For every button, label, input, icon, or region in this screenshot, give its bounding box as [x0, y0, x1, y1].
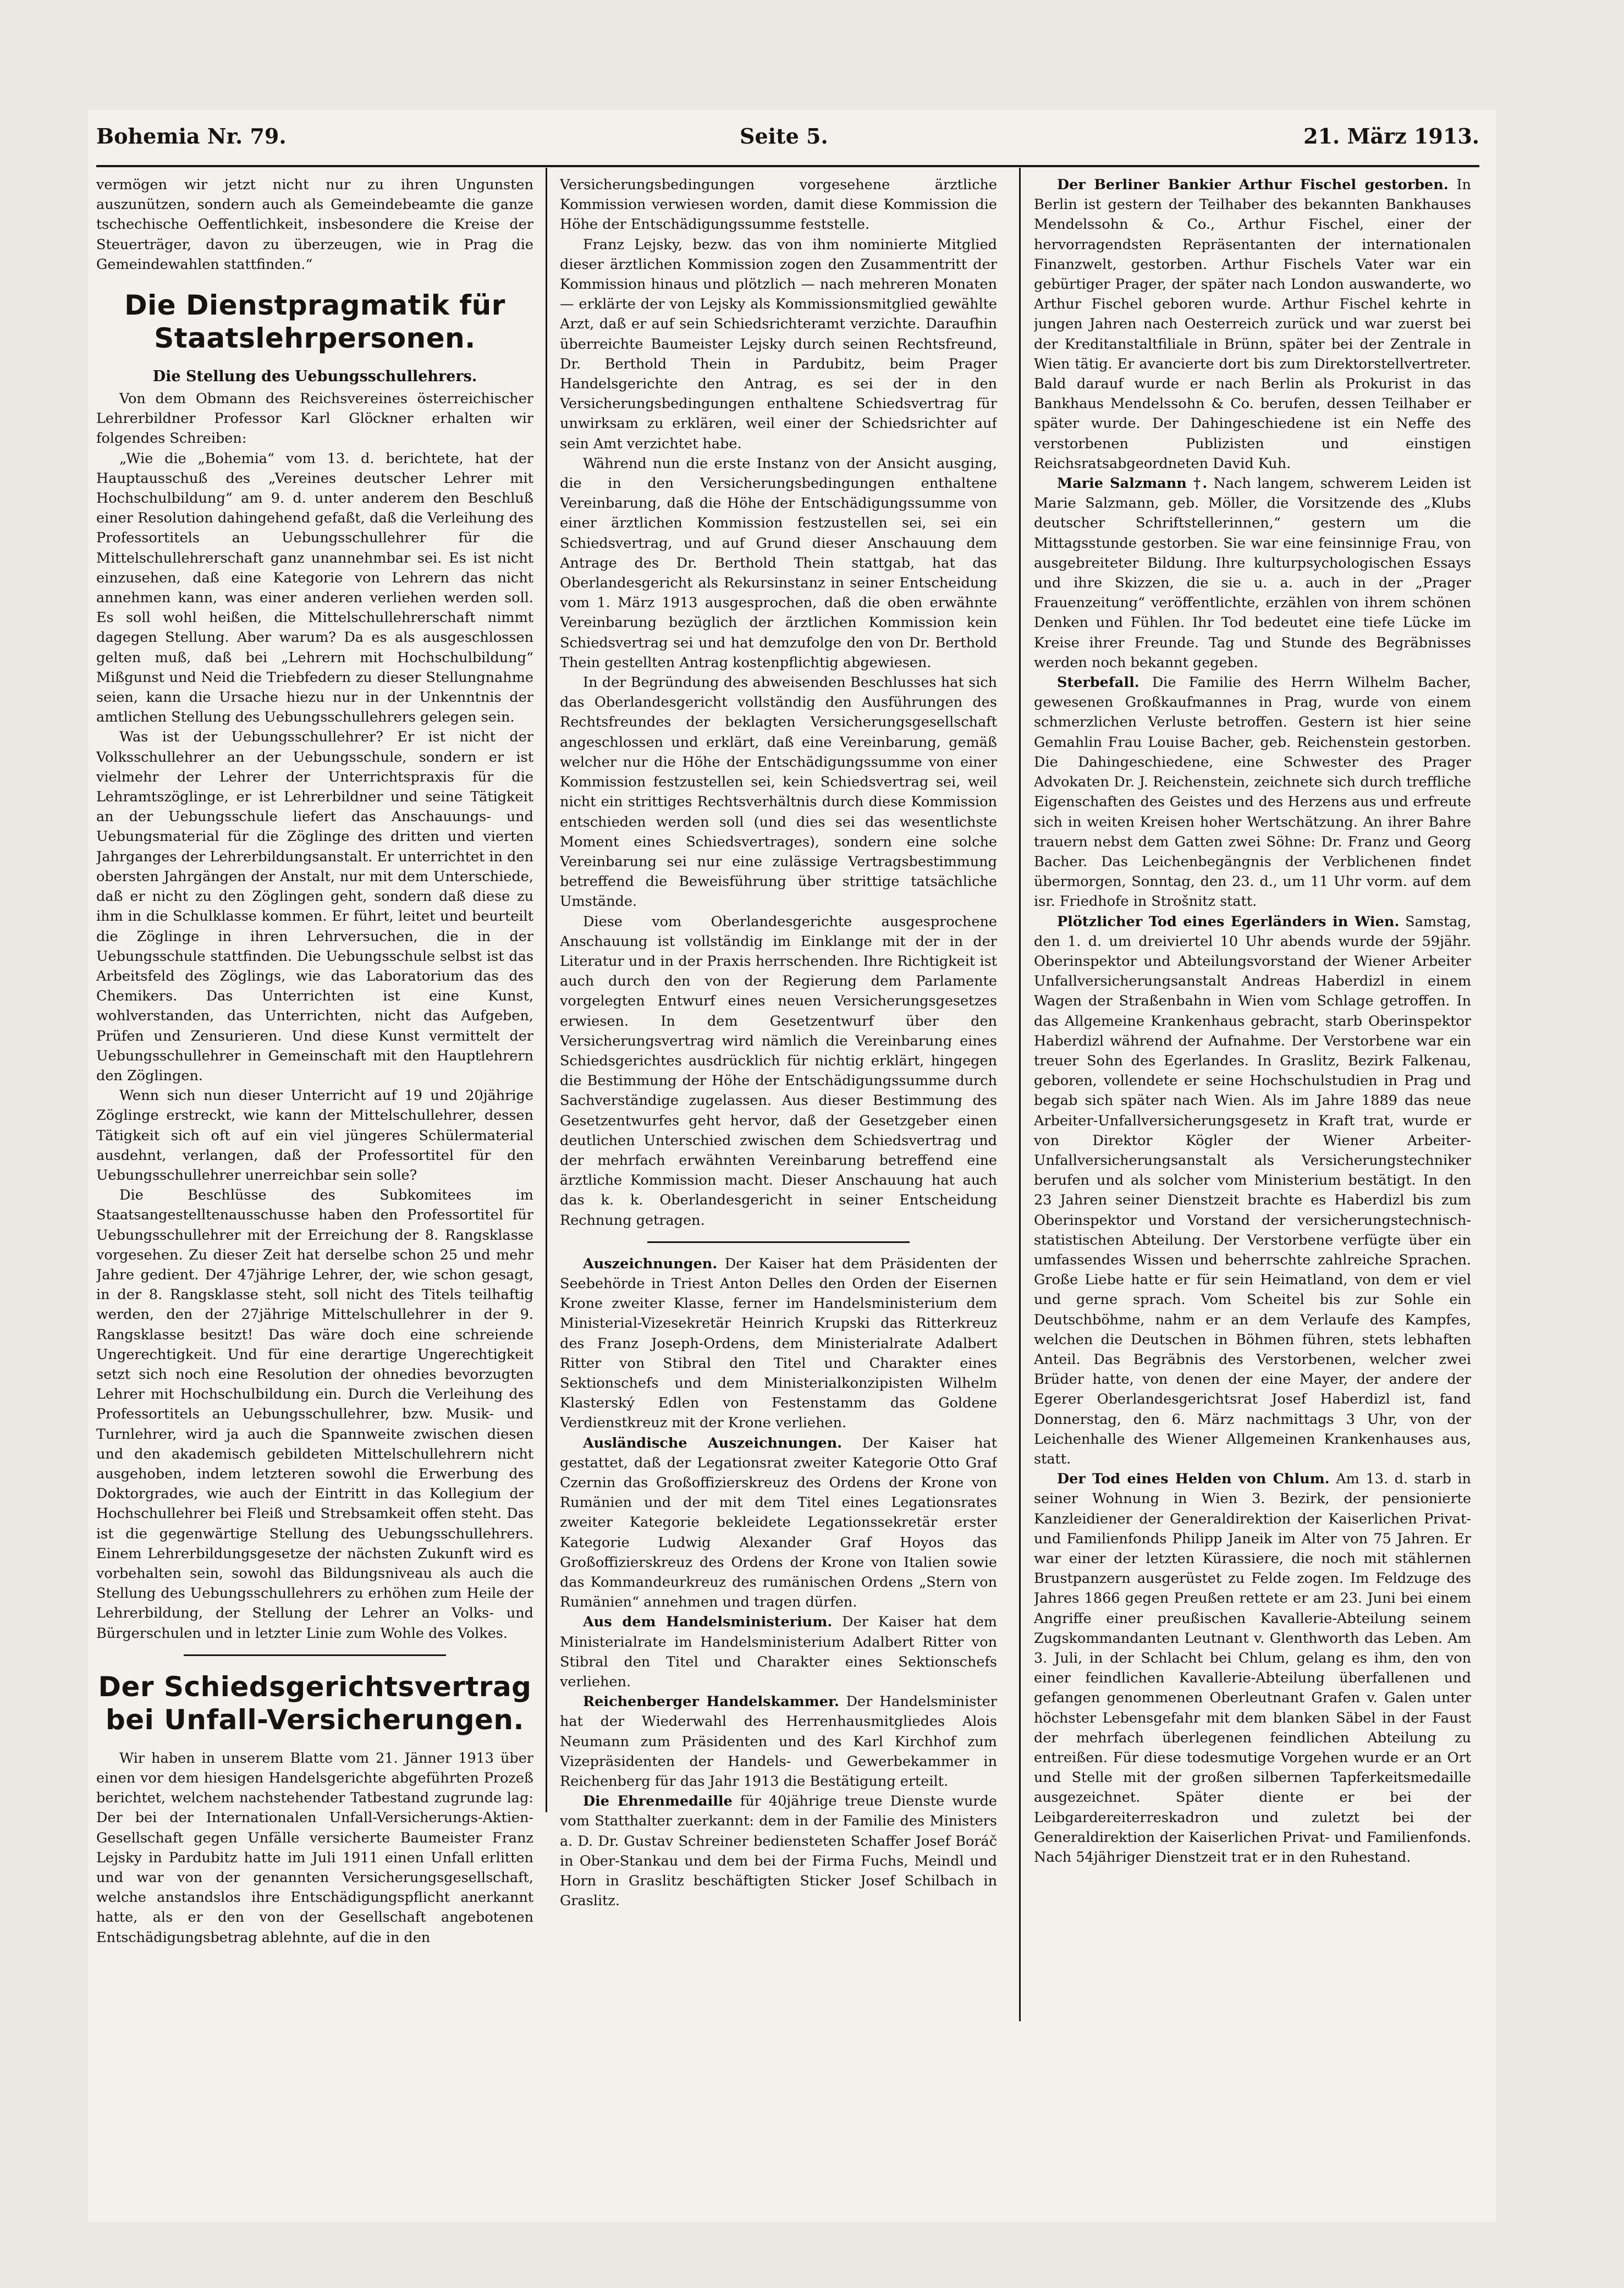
news-item-title: Aus dem Handelsministerium.: [583, 1614, 833, 1631]
paragraph: Was ist der Uebungsschullehrer? Er ist nicht der Volksschullehrer an der Uebungsschule, sondern er ist vielmehr der Lehrer der Unterrichtspraxis für die Lehramtszöglinge, er ist Lehrerbildner und seine Tätigkeit an der Uebungsschule liefert das Anschauungs- und Uebungsmaterial für die Zöglinge des dritten und vierten Jahrganges der Lehrerbildungsanstalt. Er unterrichtet in den obersten Jahrgängen der Anstalt, nur mit dem Unterschiede, daß er nicht zu den Zöglingen geht, sondern daß diese zu ihm in die Schulklasse kommen. Er führt, leitet und beurteilt die Zöglinge in ihren Lehrversuchen, die in der Uebungsschule stattfinden. Die Uebungsschule selbst ist das Arbeitsfeld des Zöglings, wie das Laboratorium das des Chemikers. Das Unterrichten ist eine Kunst, wohlverstanden, das Unterrichten, nicht das Aufgeben, Prüfen und Zensurieren. Und diese Kunst vermittelt der Uebungsschullehrer in Gemeinschaft mit den Hauptlehrern den Zöglingen.: [96, 729, 533, 1084]
news-item: [1034, 673, 1471, 911]
news-item: [560, 1254, 997, 1433]
paragraph: Diese vom Oberlandesgerichte ausgesprochene Anschauung ist vollständig im Einklange mit der in der Literatur und in der Praxis herrschenden. Ihre Richtigkeit ist auch durch den von der Regierung dem Parlamente vorgelegten Entwurf eines neuen Versicherungsgesetzes erwiesen. In dem Gesetzentwurf über den Versicherungsvertrag wird nämlich die Vereinbarung eines Schiedsgerichtes ausdrücklich für nichtig erklärt, hingegen die Bestimmung der Höhe der Entschädigungssumme durch Sachverständige zugelassen. Aus dieser Bestimmung des Gesetzentwurfes geht hervor, daß der Gesetzgeber einen deutlichen Unterschied zwischen dem Schiedsvertrag und der mehrfach erwähnten Vereinbarung betreffend eine ärztliche Kommission macht. Dieser Anschauung hat auch das k. k. Oberlandesgericht in seiner Entscheidung Rechnung getragen.: [560, 913, 997, 1229]
paragraph: In der Begründung des abweisenden Beschlusses hat sich das Oberlandesgericht vollständig den Ausführungen des Rechtsfreundes der beklagten Versicherungsgesellschaft angeschlossen und erklärt, daß eine Vereinbarung, gemäß welcher nur die Höhe der Entschädigungssumme von einer Kommission festzustellen sei, kein Schiedsvertrag sei, weil nicht ein strittiges Rechtsverhältnis durch diese Kommission entschieden werden soll (und dies sei das wesentlichste Moment eines Schiedsvertrages), sondern eine solche Vereinbarung sei nur eine zulässige Vertragsbestimmung betreffend die Beweisführung über strittige tatsächliche Umstände.: [560, 674, 997, 910]
paragraph: Die Beschlüsse des Subkomitees im Staatsangestelltenausschusse haben den Professortitel für Uebungsschullehrer mit der Erreichung der 8. Rangsklasse vorgesehen. Zu dieser Zeit hat derselbe schon 25 und mehr Jahre gedient. Der 47jährige Lehrer, der, wie schon gesagt, in der 8. Rangsklasse steht, soll nicht des Titels teilhaftig werden, den der 27jährige Mittelschullehrer in der 9. Rangsklasse besitzt! Das wäre doch eine schreiende Ungerechtigkeit. Und für eine derartige Ungerechtigkeit setzt sich noch eine Resolution der ohnedies bevorzugten Lehrer mit Hochschulbildung ein. Durch die Verleihung des Professortitels an Uebungsschullehrer, bzw. Musik- und Turnlehrer, wird ja auch die Spannweite zwischen diesen und den akademisch gebildeten Mittelschullehrern nicht ausgehoben, indem letzteren sowohl die Erwerbung des Doktorgrades, wie auch der Eintritt in das Kollegium der Hochschullehrer bei Fleiß und Strebsamkeit offen steht. Das ist die gegenwärtige Stellung des Uebungsschullehrers. Einem Lehrerbildungsgesetze der nächsten Zukunft wird es vorbehalten sein, sowohl das Bildungsniveau als auch die Stellung des Uebungsschullehrers zu erhöhen zum Heile der Lehrerbildung, der Stellung der Lehrer an Volks- und Bürgerschulen und in letzter Linie zum Wohle des Volkes.: [96, 1187, 533, 1642]
header-page-number: Seite 5.: [740, 124, 828, 148]
paragraph: Franz Lejsky, bezw. das von ihm nominierte Mitglied dieser ärztlichen Kommission zogen den Zusammentritt der Kommission hinaus und plötzlich — nach mehreren Monaten — erklärte der von Lejsky als Kommissionsmitglied gewählte Arzt, daß er auf sein Schiedsrichteramt verzichte. Daraufhin überreichte Baumeister Lejsky durch seinen Rechtsfreund, Dr. Berthold Thein in Pardubitz, beim Prager Handelsgerichte den Antrag, es sei der in den Versicherungsbedingungen enthaltene Schiedsvertrag für unwirksam zu erklären, weil einer der Schiedsrichter auf sein Amt verzichtet habe.: [560, 236, 997, 452]
header-date: 21. März 1913.: [1303, 124, 1479, 148]
column-3: [1034, 175, 1471, 2155]
headline-schiedsgerichtsvertrag: Der Schiedsgerichtsvertrag bei Unfall-Versicherungen.: [98, 1670, 532, 1736]
header-rule: [96, 165, 1479, 167]
page-header: [96, 124, 1479, 157]
news-item: [1034, 912, 1471, 1470]
news-item-title: Der Berliner Bankier Arthur Fischel gestorben.: [1057, 177, 1449, 193]
news-item: [560, 1612, 997, 1692]
paragraph: Von dem Obmann des Reichsvereines österreichischer Lehrerbildner Professor Karl Glöckner erhalten wir folgendes Schreiben:: [96, 391, 533, 447]
news-item-title: Der Tod eines Helden von Chlum.: [1057, 1471, 1330, 1488]
column-2: [560, 175, 997, 2155]
news-item-title: Ausländische Auszeichnungen.: [583, 1434, 843, 1451]
header-publication: Bohemia Nr. 79.: [96, 124, 287, 148]
article-separator: [184, 1654, 446, 1656]
news-item-title: Die Ehrenmedaille: [583, 1793, 733, 1810]
news-item-body: Der Kaiser hat dem Präsidenten der Seebehörde in Triest Anton Delles den Orden der Eisernen Krone zweiter Klasse, ferner im Handelsministerium dem Ministerial-Vizesekretär Heinrich Krupski das Ritterkreuz des Franz Joseph-Ordens, dem Ministerialrate Adalbert Ritter von Stibral den Titel und Charakter eines Sektionschefs und dem Ministerialkonzipisten Wilhelm Klasterský Edlen von Festenstamm das Goldene Verdienstkreuz mit der Krone verliehen.: [560, 1255, 997, 1432]
paragraph: Versicherungsbedingungen vorgesehene ärztliche Kommission verwiesen worden, damit diese Kommission die Höhe der Entschädigungssumme feststelle.: [560, 177, 997, 233]
news-item-title: Plötzlicher Tod eines Egerländers in Wien.: [1057, 913, 1400, 930]
paragraph: Wir haben in unserem Blatte vom 21. Jänner 1913 über einen vor dem hiesigen Handelsgerichte abgeführten Prozeß berichtet, welchem nachstehender Tatbestand zugrunde lag: Der bei der Internationalen Unfall-Versicherungs-Aktien-Gesellschaft gegen Unfälle versicherte Baumeister Franz Lejsky in Pardubitz hatte im Juli 1911 einen Unfall erlitten und war von der genannten Versicherungsgesellschaft, welche anstandslos ihre Entschädigungspflicht anerkannt hatte, als er den von der Gesellschaft angebotenen Entschädigungsbetrag ablehnte, auf die in den: [96, 1750, 533, 1946]
news-item-body: Der Handelsminister hat der Wiederwahl des Herrenhausmitgliedes Alois Neumann zum Präsidenten und des Karl Kirchhof zum Vizepräsidenten der Handels- und Gewerbekammer in Reichenberg für das Jahr 1913 die Bestätigung erteilt.: [560, 1693, 997, 1790]
paragraph: Wenn sich nun dieser Unterricht auf 19 und 20jährige Zöglinge erstreckt, wie kann der Mittelschullehrer, dessen Tätigkeit sich oft auf ein viel jüngeres Schülermaterial ausdehnt, verlangen, daß der Professortitel für den Uebungsschullehrer unerreichbar sein solle?: [96, 1087, 533, 1184]
paragraph: Während nun die erste Instanz von der Ansicht ausging, die in den Versicherungsbedingungen enthaltene Vereinbarung, daß die Höhe der Entschädigungssumme von einer ärztlichen Kommission festzustellen sei, sei ein Schiedsvertrag, und auf Grund dieser Anschauung dem Antrage des Dr. Berthold Thein stattgab, hat das Oberlandesgericht als Rekursinstanz in seiner Entscheidung vom 1. März 1913 ausgesprochen, daß die oben erwähnte Vereinbarung bezüglich der ärztlichen Kommission kein Schiedsvertrag sei und hat demzufolge den von Dr. Berthold Thein gestellten Antrag kostenpflichtig abgewiesen.: [560, 455, 997, 671]
news-item: [1034, 474, 1471, 673]
news-item: [560, 1791, 997, 1911]
news-item-body: Am 13. d. starb in seiner Wohnung in Wien 3. Bezirk, der pensionierte Kanzleidiener der Generaldirektion der Kaiserlichen Privat- und Familienfonds Philipp Janeik im Alter von 75 Jahren. Er war einer der letzten Kürassiere, die noch mit stählernen Brustpanzern ausgerüstet zu Felde zogen. Im Feldzuge des Jahres 1866 gegen Preußen rettete er am 23. Juni bei einem Angriffe einer preußischen Kavallerie-Abteilung seinem Zugskommandanten Leutnant v. Glenthworth das Leben. Am 3. Juli, in der Schlacht bei Chlum, gelang es ihm, den von einer feindlichen Kavallerie-Abteilung überfallenen und gefangen genommenen Oberleutnant Grafen v. Galen unter höchster Lebensgefahr mit dem blanken Säbel in der Faust der mehrfach überlegenen feindlichen Abteilung zu entreißen. Für diese todesmutige Vorgehen wurde er an Ort und Stelle mit der großen silbernen Tapferkeitsmedaille ausgezeichnet. Später diente er bei der Leibgardereiterreskadron und zuletzt bei der Generaldirektion der Kaiserlichen Privat- und Familienfonds. Nach 54jähriger Dienstzeit trat er in den Ruhestand.: [1034, 1471, 1471, 1866]
news-item-body: Der Kaiser hat gestattet, daß der Legationsrat zweiter Kategorie Otto Graf Czernin das Großoffizierskreuz des Ordens der Krone von Rumänien und der mit dem Titel eines Legationsrates zweiter Kategorie bekleidete Legationssekretär erster Kategorie Ludwig Alexander Graf Hoyos das Großoffizierskreuz des Ordens der Krone von Italien sowie das Kommandeurkreuz des rumänischen Ordens „Stern von Rumänien“ annehmen und tragen dürfen.: [560, 1434, 997, 1611]
column-1: [96, 175, 533, 2155]
news-item: [560, 1692, 997, 1791]
news-item-body: Die Familie des Herrn Wilhelm Bacher, gewesenen Großkaufmannes in Prag, wurde von einem schmerzlichen Verluste betroffen. Gestern ist hier seine Gemahlin Frau Louise Bacher, geb. Reichenstein gestorben. Die Dahingeschiedene, eine Schwester des Prager Advokaten Dr. J. Reichenstein, zeichnete sich durch treffliche Eigenschaften des Geistes und des Herzens aus und erfreute sich in weiten Kreisen hoher Wertschätzung. An ihrer Bahre trauern nebst dem Gatten zwei Söhne: Dr. Franz und Georg Bacher. Das Leichenbegängnis der Verblichenen findet übermorgen, Sonntag, den 23. d., um 11 Uhr vorm. auf dem isr. Friedhofe in Strošnitz statt.: [1034, 674, 1471, 910]
news-item-title: Sterbefall.: [1057, 674, 1139, 691]
news-item: [1034, 175, 1471, 474]
news-item-body: für 40jährige treue Dienste wurde vom Statthalter zuerkannt: dem in der Familie des Ministers a. D. Dr. Gustav Schreiner bediensteten Schaffer Josef Boráč in Ober-Stankau und dem bei der Firma Fuchs, Meindl und Horn in Graslitz beschäftigten Sticker Josef Schilbach in Graslitz.: [560, 1793, 997, 1910]
news-item-body: In Berlin ist gestern der Teilhaber des bekannten Bankhauses Mendelssohn & Co., Arthur Fischel, einer der hervorragendsten Repräsentanten der internationalen Finanzwelt, gestorben. Arthur Fischels Vater war ein gebürtiger Prager, der später nach London auswanderte, wo Arthur Fischel geboren wurde. Arthur Fischel kehrte in jungen Jahren nach Oesterreich zurück und war zuerst bei der Kreditanstaltfiliale in Brünn, später bei der Zentrale in Wien tätig. Er avancierte dort bis zum Direktorstellvertreter. Bald darauf wurde er nach Berlin als Prokurist in das Bankhaus Mendelssohn & Co. berufen, dessen Teilhaber er später wurde. Der Dahingeschiedene ist ein Neffe des verstorbenen Publizisten und einstigen Reichsratsabgeordneten David Kuh.: [1034, 177, 1471, 472]
headline-dienstpragmatik: Die Dienstpragmatik für Staatslehrpersonen.: [124, 289, 505, 355]
news-item-body: Der Kaiser hat dem Ministerialrate im Handelsministerium Adalbert Ritter von Stibral den Titel und Charakter eines Sektionschefs verliehen.: [560, 1614, 997, 1691]
column-rule-2: [1019, 168, 1021, 2021]
news-item-title: Marie Salzmann †.: [1057, 475, 1208, 492]
paragraph: vermögen wir jetzt nicht nur zu ihren Ungunsten auszunützen, sondern auch als Gemeindebeamte die ganze tschechische Oeffentlichkeit, insbesondere die Kreise der Steuerträger, davon zu überzeugen, wie in Prag die Gemeindewahlen stattfinden.“: [96, 177, 533, 273]
article-separator: [647, 1241, 910, 1243]
news-item: [560, 1433, 997, 1613]
paragraph: „Wie die „Bohemia“ vom 13. d. berichtete, hat der Hauptausschuß des „Vereines deutscher Lehrer mit Hochschulbildung“ am 9. d. unter anderem den Beschluß einer Resolution dahingehend gefaßt, daß die Verleihung des Professortitels an Uebungsschullehrer für die Mittelschullehrerschaft ganz unannehmbar sei. Es ist nicht einzusehen, daß eine Kategorie von Lehrern das nicht annehmen kann, was einer anderen verliehen werden soll. Es soll wohl heißen, die Mittelschullehrerschaft nimmt dagegen Stellung. Aber warum? Da es als ausgeschlossen gelten muß, daß bei „Lehrern mit Hochschulbildung“ Mißgunst und Neid die Triebfedern zu dieser Stellungnahme seien, kann die Ursache hiezu nur in der Unkenntnis der amtlichen Stellung des Uebungsschullehrers gelegen sein.: [96, 450, 533, 726]
subheadline: Die Stellung des Uebungsschullehrers.: [152, 368, 477, 386]
news-item-title: Auszeichnungen.: [583, 1255, 718, 1272]
news-item: [1034, 1469, 1471, 1867]
column-rule-1: [546, 168, 547, 1812]
news-item-body: Samstag, den 1. d. um dreiviertel 10 Uhr abends wurde der 59jähr. Oberinspektor und Abteilungsvorstand der Wiener Arbeiter Unfallversicherungsanstalt Andreas Haberdizl in einem Wagen der Straßenbahn in Wien vom Schlage getroffen. In das Allgemeine Krankenhaus gebracht, starb Oberinspektor Haberdizl während der Aufnahme. Der Verstorbene war ein treuer Sohn des Egerlandes. In Graslitz, Bezirk Falkenau, geboren, vollendete er seine Hochschulstudien in Prag und begab sich später nach Wien. Als im Jahre 1889 das neue Arbeiter-Unfallversicherungsgesetz in Kraft trat, wurde er von Direktor Kögler der Wiener Arbeiter-Unfallversicherungsanstalt als Versicherungstechniker berufen und als solcher vom Ministerium bestätigt. In den 23 Jahren seiner Dienstzeit brachte es Haberdizl bis zum Oberinspektor und Vorstand der versicherungstechnisch-statistischen Abteilung. Der Verstorbene verfügte über ein umfassendes Wissen und beherrschte zahlreiche Sprachen. Große Liebe hatte er für sein Heimatland, von dem er viel und gerne sprach. Vom Scheitel bis zur Sohle ein Deutschböhme, nahm er an dem Verlaufe des Kampfes, welchen die Deutschen in Böhmen führen, stets lebhaften Anteil. Das Begräbnis des Verstorbenen, welcher zwei Brüder hatte, von denen der eine Mayer, der andere der Egerer Oberlandesgerichtsrat Josef Haberdizl ist, fand Donnerstag, den 6. März nachmittags 3 Uhr, von der Leichenhalle des Wiener Allgemeinen Krankenhauses aus, statt.: [1034, 913, 1471, 1467]
news-item-body: Nach langem, schwerem Leiden ist Marie Salzmann, geb. Möller, die Vorsitzende des „Klubs deutscher Schriftstellerinnen,“ gestern um die Mittagsstunde gestorben. Sie war eine feinsinnige Frau, von ausgebreiteter Bildung. Ihre kulturpsychologischen Essays und ihre Skizzen, die sie u. a. auch in der „Prager Frauenzeitung“ veröffentlichte, erzählen von ihrem schönen Denken und Fühlen. Ihr Tod bedeutet eine tiefe Lücke im Kreise ihrer Freunde. Tag und Stunde des Begräbnisses werden noch bekannt gegeben.: [1034, 475, 1471, 671]
news-item-title: Reichenberger Handelskammer.: [583, 1693, 839, 1711]
